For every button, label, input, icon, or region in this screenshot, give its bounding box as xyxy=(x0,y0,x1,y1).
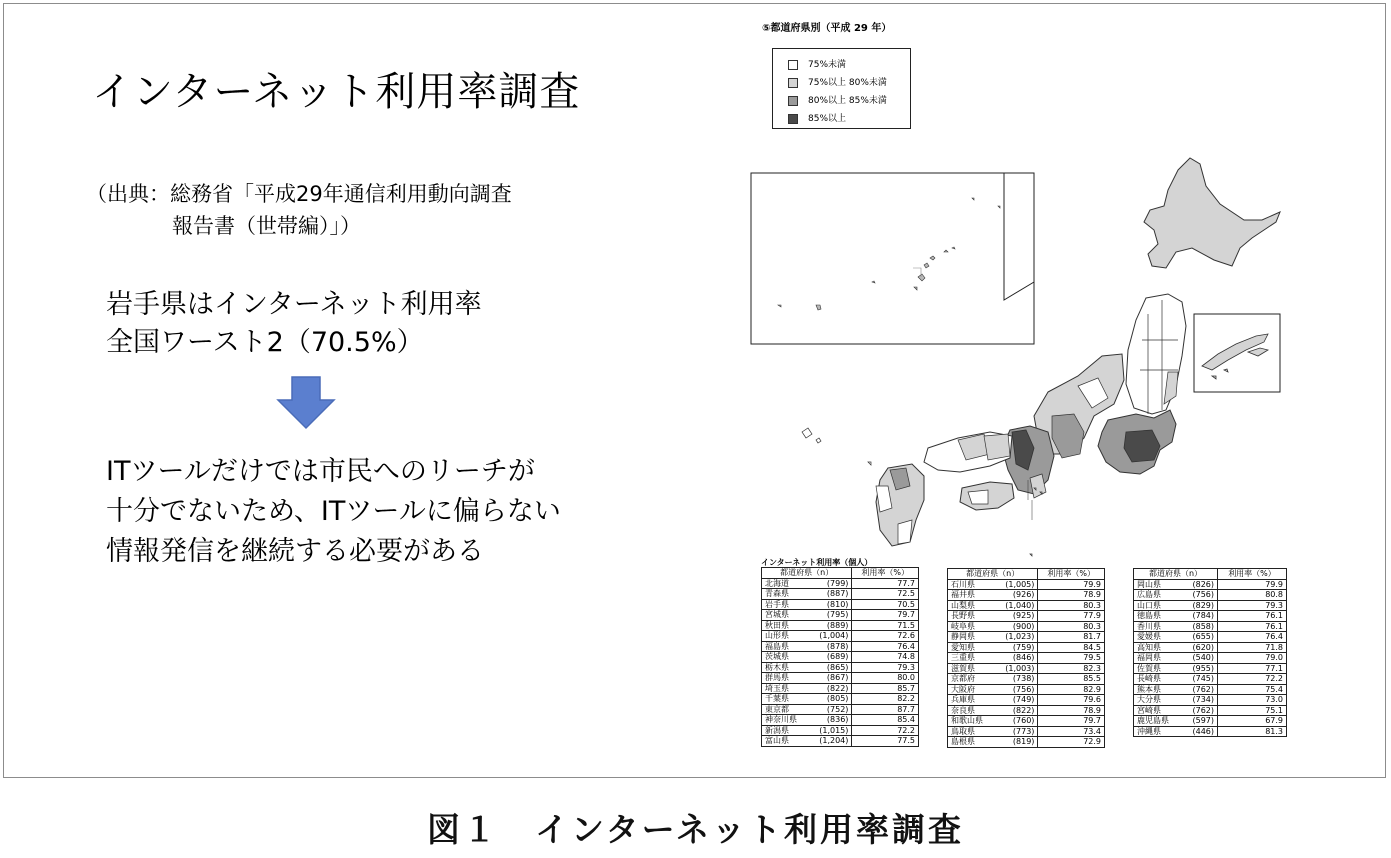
table-row xyxy=(948,716,1105,727)
legend-swatch xyxy=(788,78,798,88)
table-row xyxy=(762,641,919,652)
okinawa-inset-cut xyxy=(1004,173,1034,300)
usage-rate: 79.7 xyxy=(1038,716,1105,727)
prefecture-name: 静岡県 xyxy=(948,632,995,643)
usage-rate: 79.9 xyxy=(1038,579,1105,590)
table-row xyxy=(762,683,919,694)
prefecture-name: 奈良県 xyxy=(948,705,995,716)
table-row xyxy=(1134,632,1287,643)
table-row xyxy=(948,695,1105,706)
statement-line-2: 全国ワースト2（70.5%） xyxy=(106,327,424,358)
prefecture-name: 鹿児島県 xyxy=(1134,716,1183,727)
sample-size: (799) xyxy=(808,578,851,589)
region-tohoku xyxy=(1126,294,1186,414)
legend-item: 80%以上 85%未満 xyxy=(788,95,887,109)
sample-size: (955) xyxy=(1182,663,1217,674)
usage-rate: 77.5 xyxy=(852,736,919,747)
usage-rate: 80.3 xyxy=(1038,600,1105,611)
usage-rate: 77.9 xyxy=(1038,611,1105,622)
prefecture-name: 徳島県 xyxy=(1134,611,1183,622)
sample-size: (900) xyxy=(994,621,1037,632)
table-row xyxy=(1134,611,1287,622)
usage-rate: 73.4 xyxy=(1038,726,1105,737)
usage-rate: 81.7 xyxy=(1038,632,1105,643)
key-statement xyxy=(106,286,482,362)
prefecture-name: 東京都 xyxy=(762,704,809,715)
table-row xyxy=(762,673,919,684)
sample-size: (762) xyxy=(1182,705,1217,716)
prefecture-name: 岡山県 xyxy=(1134,579,1183,590)
conclusion-line-1: ITツールだけでは市民へのリーチが xyxy=(106,456,535,487)
prefecture-name: 茨城県 xyxy=(762,652,809,663)
sample-size: (867) xyxy=(808,673,851,684)
usage-rate: 78.9 xyxy=(1038,705,1105,716)
table-row xyxy=(762,694,919,705)
usage-rate: 72.2 xyxy=(1218,674,1287,685)
table-row xyxy=(1134,653,1287,664)
usage-rate: 79.0 xyxy=(1218,653,1287,664)
sample-size: (738) xyxy=(994,674,1037,685)
okinawa-inset-frame xyxy=(751,173,1034,344)
prefecture-name: 大分県 xyxy=(1134,695,1183,706)
usage-rate: 74.8 xyxy=(852,652,919,663)
table-caption: インターネット利用率（個人） xyxy=(761,558,873,567)
usage-rate: 67.9 xyxy=(1218,716,1287,727)
prefecture-name: 京都府 xyxy=(948,674,995,685)
prefecture-name: 和歌山県 xyxy=(948,716,995,727)
prefecture-name: 北海道 xyxy=(762,578,809,589)
sample-size: (819) xyxy=(994,737,1037,748)
usage-rate: 76.4 xyxy=(1218,632,1287,643)
usage-rate: 76.1 xyxy=(1218,611,1287,622)
sample-size: (836) xyxy=(808,715,851,726)
sample-size: (1,204) xyxy=(808,736,851,747)
sample-size: (926) xyxy=(994,590,1037,601)
prefecture-name: 山形県 xyxy=(762,631,809,642)
table-row xyxy=(948,684,1105,695)
sample-size: (822) xyxy=(994,705,1037,716)
prefecture-name: 岐阜県 xyxy=(948,621,995,632)
rate-table-2 xyxy=(947,568,1105,748)
prefecture-name: 長崎県 xyxy=(1134,674,1183,685)
statement-line-1: 岩手県はインターネット利用率 xyxy=(106,289,482,320)
sample-size: (1,005) xyxy=(994,579,1037,590)
usage-rate: 72.6 xyxy=(852,631,919,642)
prefecture-name: 群馬県 xyxy=(762,673,809,684)
table-row xyxy=(948,663,1105,674)
usage-rate: 85.4 xyxy=(852,715,919,726)
sample-size: (734) xyxy=(1182,695,1217,706)
table-row xyxy=(762,652,919,663)
map-title: ⑤都道府県別（平成 29 年） xyxy=(762,23,892,34)
table-row xyxy=(1134,579,1287,590)
conclusion-text xyxy=(106,452,561,572)
table-row xyxy=(1134,684,1287,695)
sample-size: (689) xyxy=(808,652,851,663)
usage-rate: 76.4 xyxy=(852,641,919,652)
prefecture-name: 福島県 xyxy=(762,641,809,652)
source-citation xyxy=(86,178,512,242)
sample-size: (826) xyxy=(1182,579,1217,590)
table-row xyxy=(948,600,1105,611)
table-row xyxy=(948,611,1105,622)
sample-size: (745) xyxy=(1182,674,1217,685)
rate-table-1 xyxy=(761,558,919,747)
sample-size: (620) xyxy=(1182,642,1217,653)
table-row xyxy=(762,662,919,673)
prefecture-name: 石川県 xyxy=(948,579,995,590)
sample-size: (887) xyxy=(808,589,851,600)
col-prefecture: 都道府県（n） xyxy=(1134,569,1218,580)
table-row xyxy=(1134,600,1287,611)
sample-size: (858) xyxy=(1182,621,1217,632)
legend-item: 75%未満 xyxy=(788,59,846,73)
usage-rate: 77.7 xyxy=(852,578,919,589)
sample-size: (846) xyxy=(994,653,1037,664)
prefecture-name: 富山県 xyxy=(762,736,809,747)
sample-size: (822) xyxy=(808,683,851,694)
sample-size: (784) xyxy=(1182,611,1217,622)
prefecture-name: 三重県 xyxy=(948,653,995,664)
col-prefecture: 都道府県（n） xyxy=(762,568,852,579)
sample-size: (759) xyxy=(994,642,1037,653)
prefecture-name: 栃木県 xyxy=(762,662,809,673)
usage-rate: 70.5 xyxy=(852,599,919,610)
table-row xyxy=(948,705,1105,716)
usage-rate: 82.2 xyxy=(852,694,919,705)
table-row xyxy=(948,674,1105,685)
legend-swatch xyxy=(788,96,798,106)
prefecture-name: 秋田県 xyxy=(762,620,809,631)
prefecture-name: 鳥取県 xyxy=(948,726,995,737)
table-row xyxy=(762,610,919,621)
table-row xyxy=(1134,716,1287,727)
prefecture-name: 大阪府 xyxy=(948,684,995,695)
prefecture-name: 広島県 xyxy=(1134,590,1183,601)
legend-swatch xyxy=(788,114,798,124)
sample-size: (810) xyxy=(808,599,851,610)
usage-rate: 73.0 xyxy=(1218,695,1287,706)
prefecture-name: 香川県 xyxy=(1134,621,1183,632)
prefecture-name: 兵庫県 xyxy=(948,695,995,706)
table-row xyxy=(762,715,919,726)
table-row xyxy=(1134,695,1287,706)
sample-size: (1,015) xyxy=(808,725,851,736)
prefecture-name: 山口県 xyxy=(1134,600,1183,611)
col-rate: 利用率（%） xyxy=(1218,569,1287,580)
table-row xyxy=(948,590,1105,601)
prefecture-name: 千葉県 xyxy=(762,694,809,705)
usage-rate: 81.3 xyxy=(1218,726,1287,737)
prefecture-name: 埼玉県 xyxy=(762,683,809,694)
table-row xyxy=(1134,590,1287,601)
legend-item: 85%以上 xyxy=(788,113,846,127)
usage-rate: 71.8 xyxy=(1218,642,1287,653)
prefecture-name: 熊本県 xyxy=(1134,684,1183,695)
prefecture-name: 沖縄県 xyxy=(1134,726,1183,737)
sample-size: (756) xyxy=(1182,590,1217,601)
table-row xyxy=(1134,705,1287,716)
sample-size: (446) xyxy=(1182,726,1217,737)
usage-rate: 71.5 xyxy=(852,620,919,631)
usage-rate: 75.1 xyxy=(1218,705,1287,716)
prefecture-name: 宮城県 xyxy=(762,610,809,621)
legend-item: 75%以上 80%未満 xyxy=(788,77,887,91)
source-line-1: （出典：総務省「平成29年通信利用動向調査 xyxy=(86,182,512,206)
table-row xyxy=(762,631,919,642)
table-row xyxy=(762,589,919,600)
usage-rate: 80.0 xyxy=(852,673,919,684)
sample-size: (829) xyxy=(1182,600,1217,611)
table-row xyxy=(1134,726,1287,737)
conclusion-line-3: 情報発信を継続する必要がある xyxy=(106,536,484,567)
prefecture-name: 神奈川県 xyxy=(762,715,809,726)
usage-rate: 72.2 xyxy=(852,725,919,736)
usage-rate: 79.3 xyxy=(852,662,919,673)
sample-size: (773) xyxy=(994,726,1037,737)
sample-size: (1,023) xyxy=(994,632,1037,643)
usage-rate: 85.7 xyxy=(852,683,919,694)
table-row xyxy=(762,578,919,589)
sample-size: (865) xyxy=(808,662,851,673)
usage-rate: 77.1 xyxy=(1218,663,1287,674)
map-legend xyxy=(772,48,911,129)
table-row xyxy=(948,621,1105,632)
usage-rate: 79.5 xyxy=(1038,653,1105,664)
sample-size: (889) xyxy=(808,620,851,631)
usage-rate: 82.9 xyxy=(1038,684,1105,695)
prefecture-name: 高知県 xyxy=(1134,642,1183,653)
rate-table-3 xyxy=(1133,568,1287,737)
usage-rate: 78.9 xyxy=(1038,590,1105,601)
prefecture-name: 滋賀県 xyxy=(948,663,995,674)
down-arrow-icon xyxy=(276,376,336,434)
usage-rate: 79.7 xyxy=(852,610,919,621)
usage-rate: 79.3 xyxy=(1218,600,1287,611)
prefecture-name: 長野県 xyxy=(948,611,995,622)
table-row xyxy=(1134,621,1287,632)
sample-size: (795) xyxy=(808,610,851,621)
table-row xyxy=(1134,642,1287,653)
sample-size: (762) xyxy=(1182,684,1217,695)
sample-size: (1,040) xyxy=(994,600,1037,611)
prefecture-name: 愛媛県 xyxy=(1134,632,1183,643)
table-row xyxy=(948,579,1105,590)
japan-choropleth-map xyxy=(748,140,1288,560)
sample-size: (655) xyxy=(1182,632,1217,643)
usage-rate: 84.5 xyxy=(1038,642,1105,653)
col-prefecture: 都道府県（n） xyxy=(948,569,1038,580)
usage-rate: 80.3 xyxy=(1038,621,1105,632)
sample-size: (760) xyxy=(994,716,1037,727)
table-row xyxy=(948,632,1105,643)
sample-size: (752) xyxy=(808,704,851,715)
table-row xyxy=(1134,674,1287,685)
table-row xyxy=(762,704,919,715)
sample-size: (756) xyxy=(994,684,1037,695)
prefecture-name: 福岡県 xyxy=(1134,653,1183,664)
usage-rate: 72.9 xyxy=(1038,737,1105,748)
table-row xyxy=(762,736,919,747)
prefecture-name: 福井県 xyxy=(948,590,995,601)
conclusion-line-2: 十分でないため、ITツールに偏らない xyxy=(106,496,561,527)
table-row xyxy=(762,599,919,610)
prefecture-name: 新潟県 xyxy=(762,725,809,736)
usage-rate: 79.9 xyxy=(1218,579,1287,590)
sample-size: (1,003) xyxy=(994,663,1037,674)
sample-size: (805) xyxy=(808,694,851,705)
usage-rate: 75.4 xyxy=(1218,684,1287,695)
prefecture-name: 宮崎県 xyxy=(1134,705,1183,716)
slide-title: インターネット利用率調査 xyxy=(92,69,581,115)
usage-rate: 76.1 xyxy=(1218,621,1287,632)
sample-size: (1,004) xyxy=(808,631,851,642)
table-row xyxy=(1134,663,1287,674)
table-row xyxy=(762,620,919,631)
prefecture-name: 佐賀県 xyxy=(1134,663,1183,674)
legend-swatch xyxy=(788,60,798,70)
region-hokkaido xyxy=(1144,158,1280,268)
source-line-2: 報告書（世帯編）」） xyxy=(172,214,361,238)
prefecture-name: 山梨県 xyxy=(948,600,995,611)
usage-rate: 82.3 xyxy=(1038,663,1105,674)
usage-rate: 87.7 xyxy=(852,704,919,715)
table-row xyxy=(948,726,1105,737)
usage-rate: 72.5 xyxy=(852,589,919,600)
usage-rate: 79.6 xyxy=(1038,695,1105,706)
prefecture-name: 愛知県 xyxy=(948,642,995,653)
sample-size: (878) xyxy=(808,641,851,652)
sample-size: (540) xyxy=(1182,653,1217,664)
prefecture-name: 島根県 xyxy=(948,737,995,748)
table-row xyxy=(948,653,1105,664)
col-rate: 利用率（%） xyxy=(852,568,919,579)
sample-size: (749) xyxy=(994,695,1037,706)
prefecture-name: 岩手県 xyxy=(762,599,809,610)
usage-rate: 80.8 xyxy=(1218,590,1287,601)
table-row xyxy=(948,737,1105,748)
usage-rate: 85.5 xyxy=(1038,674,1105,685)
table-row xyxy=(948,642,1105,653)
col-rate: 利用率（%） xyxy=(1038,569,1105,580)
table-row xyxy=(762,725,919,736)
sample-size: (597) xyxy=(1182,716,1217,727)
sample-size: (925) xyxy=(994,611,1037,622)
figure-caption: 図１ インターネット利用率調査 xyxy=(426,810,965,849)
prefecture-name: 青森県 xyxy=(762,589,809,600)
